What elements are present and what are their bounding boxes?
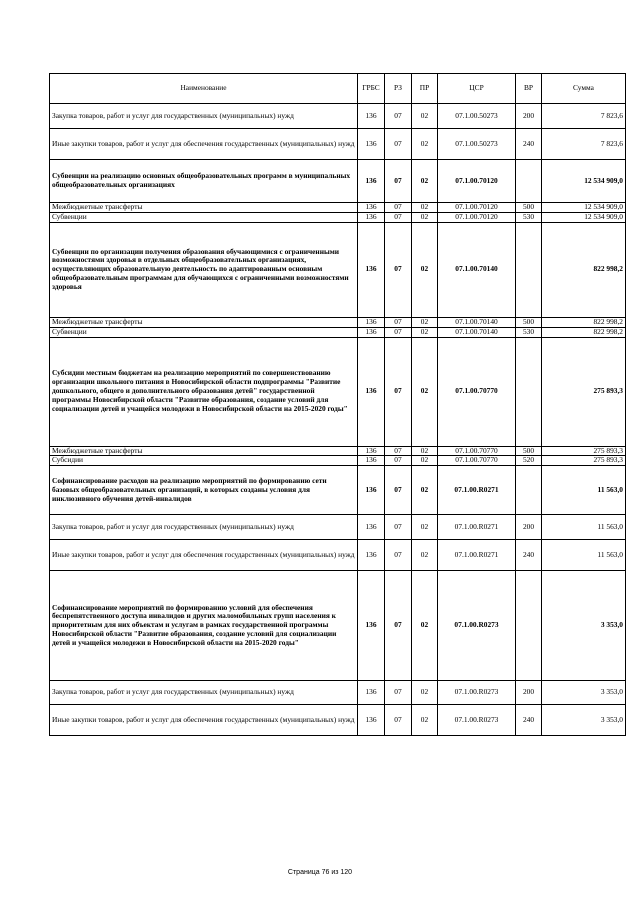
row-sum: 11 563,0: [542, 515, 626, 540]
row-rz: 07: [385, 515, 412, 540]
row-csr: 07.1.00.50273: [438, 129, 516, 160]
row-csr: 07.1.00.70770: [438, 337, 516, 446]
row-grbs: 136: [358, 327, 385, 337]
column-header-csr: ЦСР: [438, 74, 516, 104]
row-rz: 07: [385, 456, 412, 466]
row-grbs: 136: [358, 515, 385, 540]
row-vr: 200: [516, 681, 542, 705]
budget-table: [49, 73, 626, 736]
row-name: Закупка товаров, работ и услуг для государственных (муниципальных) нужд: [50, 104, 358, 129]
column-header-sum: Сумма: [542, 74, 626, 104]
row-vr: 200: [516, 515, 542, 540]
table-row: [50, 104, 626, 129]
row-grbs: 136: [358, 540, 385, 571]
row-vr: [516, 337, 542, 446]
row-vr: 530: [516, 327, 542, 337]
row-pr: 02: [412, 571, 438, 681]
row-rz: 07: [385, 327, 412, 337]
row-vr: 530: [516, 212, 542, 222]
table-row: [50, 456, 626, 466]
row-vr: 500: [516, 317, 542, 327]
row-grbs: 136: [358, 129, 385, 160]
row-sum: 7 823,6: [542, 129, 626, 160]
row-rz: 07: [385, 540, 412, 571]
row-sum: 11 563,0: [542, 540, 626, 571]
row-grbs: 136: [358, 446, 385, 456]
row-name: Субвенции на реализацию основных общеобразовательных программ в муниципальных общеобразовательных организациях: [50, 160, 358, 203]
row-csr: 07.1.00.R0271: [438, 540, 516, 571]
row-csr: 07.1.00.70120: [438, 212, 516, 222]
table-row: [50, 466, 626, 515]
row-csr: 07.1.00.R0271: [438, 466, 516, 515]
row-grbs: 136: [358, 456, 385, 466]
row-grbs: 136: [358, 705, 385, 736]
column-header-vr: ВР: [516, 74, 542, 104]
row-csr: 07.1.00.R0273: [438, 681, 516, 705]
row-vr: 240: [516, 705, 542, 736]
row-pr: 02: [412, 203, 438, 213]
row-pr: 02: [412, 456, 438, 466]
row-name: Закупка товаров, работ и услуг для государственных (муниципальных) нужд: [50, 681, 358, 705]
row-vr: [516, 160, 542, 203]
row-rz: 07: [385, 705, 412, 736]
row-csr: 07.1.00.70140: [438, 327, 516, 337]
row-vr: 500: [516, 446, 542, 456]
column-header-name: Наименование: [50, 74, 358, 104]
table-row: [50, 129, 626, 160]
row-pr: 02: [412, 222, 438, 317]
row-sum: 3 353,0: [542, 571, 626, 681]
page-number: Страница 76 из 120: [287, 869, 353, 876]
table-row: [50, 705, 626, 736]
row-pr: 02: [412, 327, 438, 337]
row-vr: 520: [516, 456, 542, 466]
row-rz: 07: [385, 337, 412, 446]
row-sum: 275 893,3: [542, 456, 626, 466]
row-name: Софинансирование расходов на реализацию мероприятий по формированию сети базовых общеобразовательных организаций, в которых созданы условия для инклюзивного обучения детей-инвалидов: [50, 466, 358, 515]
row-sum: 275 893,3: [542, 446, 626, 456]
table-row: [50, 446, 626, 456]
row-name: Иные закупки товаров, работ и услуг для обеспечения государственных (муниципальных) нужд: [50, 129, 358, 160]
row-grbs: 136: [358, 337, 385, 446]
table-row: [50, 327, 626, 337]
row-rz: 07: [385, 317, 412, 327]
row-pr: 02: [412, 317, 438, 327]
row-pr: 02: [412, 681, 438, 705]
table-row: [50, 212, 626, 222]
row-pr: 02: [412, 515, 438, 540]
row-pr: 02: [412, 212, 438, 222]
row-csr: 07.1.00.50273: [438, 104, 516, 129]
row-pr: 02: [412, 446, 438, 456]
row-grbs: 136: [358, 681, 385, 705]
row-name: Межбюджетные трансферты: [50, 203, 358, 213]
row-sum: 822 998,2: [542, 317, 626, 327]
row-vr: 240: [516, 129, 542, 160]
row-csr: 07.1.00.70140: [438, 222, 516, 317]
row-sum: 12 534 909,0: [542, 160, 626, 203]
row-pr: 02: [412, 466, 438, 515]
row-grbs: 136: [358, 466, 385, 515]
row-vr: 200: [516, 104, 542, 129]
table-row: [50, 160, 626, 203]
row-csr: 07.1.00.R0273: [438, 571, 516, 681]
row-name: Межбюджетные трансферты: [50, 317, 358, 327]
row-pr: 02: [412, 705, 438, 736]
column-header-grbs: ГРБС: [358, 74, 385, 104]
table-row: [50, 540, 626, 571]
column-header-pr: ПР: [412, 74, 438, 104]
row-csr: 07.1.00.R0273: [438, 705, 516, 736]
row-sum: 12 534 909,0: [542, 203, 626, 213]
header-row: [50, 74, 626, 104]
row-sum: 7 823,6: [542, 104, 626, 129]
table-row: [50, 681, 626, 705]
row-pr: 02: [412, 160, 438, 203]
row-pr: 02: [412, 129, 438, 160]
row-grbs: 136: [358, 104, 385, 129]
row-csr: 07.1.00.70120: [438, 160, 516, 203]
row-rz: 07: [385, 571, 412, 681]
row-grbs: 136: [358, 317, 385, 327]
row-pr: 02: [412, 337, 438, 446]
row-rz: 07: [385, 129, 412, 160]
row-csr: 07.1.00.70140: [438, 317, 516, 327]
row-sum: 3 353,0: [542, 681, 626, 705]
row-rz: 07: [385, 104, 412, 129]
row-grbs: 136: [358, 212, 385, 222]
row-sum: 12 534 909,0: [542, 212, 626, 222]
row-csr: 07.1.00.70120: [438, 203, 516, 213]
table-row: [50, 317, 626, 327]
row-name: Иные закупки товаров, работ и услуг для обеспечения государственных (муниципальных) нужд: [50, 705, 358, 736]
row-csr: 07.1.00.70770: [438, 456, 516, 466]
column-header-rz: РЗ: [385, 74, 412, 104]
row-pr: 02: [412, 540, 438, 571]
row-name: Закупка товаров, работ и услуг для государственных (муниципальных) нужд: [50, 515, 358, 540]
row-name: Софинансирование мероприятий по формированию условий для обеспечения беспрепятственного доступа инвалидов и других маломобильных групп населения к приоритетным для них объектам и услугам в рамках государственной программы Новосибирской области "Развитие образования, создание условий для социализации детей и учащейся молодежи в Новосибирской области на 2015-2020 годы": [50, 571, 358, 681]
row-rz: 07: [385, 160, 412, 203]
row-rz: 07: [385, 212, 412, 222]
row-rz: 07: [385, 222, 412, 317]
row-vr: [516, 222, 542, 317]
row-sum: 822 998,2: [542, 222, 626, 317]
row-vr: 500: [516, 203, 542, 213]
row-csr: 07.1.00.70770: [438, 446, 516, 456]
row-rz: 07: [385, 446, 412, 456]
row-name: Субсидии местным бюджетам на реализацию мероприятий по совершенствованию организации школьного питания в Новосибирской области подпрограммы "Развитие дошкольного, общего и дополнительного образования детей" государственной программы Новосибирской области "Развитие образования, создание условий для социализации детей и учащейся молодежи в Новосибирской области на 2015-2020 годы": [50, 337, 358, 446]
row-name: Иные закупки товаров, работ и услуг для обеспечения государственных (муниципальных) нужд: [50, 540, 358, 571]
row-grbs: 136: [358, 203, 385, 213]
row-sum: 822 998,2: [542, 327, 626, 337]
row-pr: 02: [412, 104, 438, 129]
table-row: [50, 222, 626, 317]
row-vr: [516, 466, 542, 515]
row-rz: 07: [385, 466, 412, 515]
row-sum: 11 563,0: [542, 466, 626, 515]
row-name: Субвенции: [50, 327, 358, 337]
row-name: Субвенции по организации получения образования обучающимися с ограниченными возможностями здоровья в отдельных общеобразовательных организациях, осуществляющих образовательную деятельность по адаптированным основным общеобразовательным программам для обучающихся с ограниченными возможностями здоровья: [50, 222, 358, 317]
row-name: Субсидии: [50, 456, 358, 466]
row-vr: [516, 571, 542, 681]
row-name: Межбюджетные трансферты: [50, 446, 358, 456]
row-vr: 240: [516, 540, 542, 571]
row-csr: 07.1.00.R0271: [438, 515, 516, 540]
row-rz: 07: [385, 203, 412, 213]
table-row: [50, 203, 626, 213]
table-row: [50, 571, 626, 681]
row-name: Субвенции: [50, 212, 358, 222]
row-sum: 275 893,3: [542, 337, 626, 446]
table-row: [50, 515, 626, 540]
table-row: [50, 337, 626, 446]
row-grbs: 136: [358, 222, 385, 317]
row-grbs: 136: [358, 571, 385, 681]
row-sum: 3 353,0: [542, 705, 626, 736]
row-rz: 07: [385, 681, 412, 705]
row-grbs: 136: [358, 160, 385, 203]
